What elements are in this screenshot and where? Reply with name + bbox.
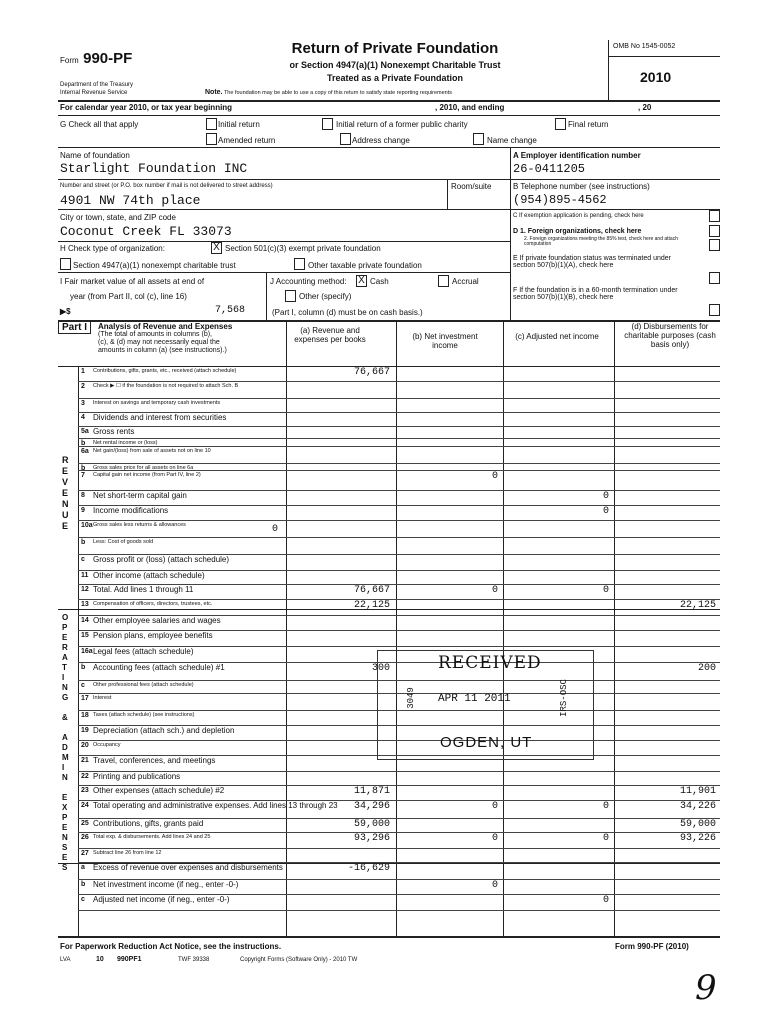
address-change-label: Address change bbox=[352, 136, 410, 145]
line-number: c bbox=[81, 682, 85, 689]
amended-return-label: Amended return bbox=[218, 136, 276, 145]
line-label: Total exp. & disbursements. Add lines 24 and 25 bbox=[93, 834, 211, 840]
col-d-header: (d) Disbursements for charitable purposes (cash basis only) bbox=[624, 322, 716, 349]
col-a-header: (a) Revenue and expenses per books bbox=[294, 326, 366, 344]
line-label: Total. Add lines 1 through 11 bbox=[93, 585, 194, 594]
line-number: b bbox=[81, 465, 86, 472]
item-f-checkbox[interactable] bbox=[709, 304, 720, 316]
line-number: b bbox=[81, 881, 86, 888]
line-value-col-c: 0 bbox=[602, 585, 609, 596]
line-number: 18 bbox=[81, 712, 89, 719]
line-label: Interest on savings and temporary cash investments bbox=[93, 400, 221, 406]
item-c-label: C If exemption application is pending, check here bbox=[513, 213, 644, 219]
line-number: 7 bbox=[81, 472, 85, 479]
line-label: Less: Cost of goods sold bbox=[93, 539, 154, 545]
line-number: 12 bbox=[81, 586, 89, 593]
line-number: 21 bbox=[81, 757, 89, 764]
line-number: 27 bbox=[81, 850, 89, 857]
line-label: Contributions, gifts, grants paid bbox=[93, 819, 204, 828]
note-line bbox=[205, 89, 452, 96]
h-opt3-checkbox[interactable] bbox=[294, 258, 305, 270]
line-label: Other expenses (attach schedule) #2 bbox=[93, 786, 225, 795]
item-f-label: F If the foundation is in a 60-month termination under section 507(b)(1)(B), check here bbox=[513, 287, 678, 301]
line-label: Occupancy bbox=[93, 742, 121, 748]
line-label: Income modifications bbox=[93, 506, 169, 515]
line-label: Net investment income (if neg., enter -0-) bbox=[93, 880, 239, 889]
j-cash-label: Cash bbox=[370, 277, 389, 286]
line-number: a bbox=[81, 864, 85, 871]
line-number: 17 bbox=[81, 695, 89, 702]
line-number: 1 bbox=[81, 368, 85, 375]
check-g-label: G Check all that apply bbox=[60, 120, 139, 129]
section-i-prefix: ▶$ bbox=[60, 307, 71, 316]
line-number: 19 bbox=[81, 727, 89, 734]
section-h-label: H Check type of organization: bbox=[60, 244, 165, 253]
line-inline-value: 0 bbox=[271, 524, 278, 535]
subtitle-1: or Section 4947(a)(1) Nonexempt Charitable Trust bbox=[289, 60, 501, 70]
line-value-col-c: 0 bbox=[602, 506, 609, 517]
line-value-col-a: 22,125 bbox=[353, 600, 390, 611]
amended-return-checkbox[interactable] bbox=[206, 133, 217, 145]
subtitle-2: Treated as a Private Foundation bbox=[326, 73, 464, 83]
line-label: Accounting fees (attach schedule) #1 bbox=[93, 663, 225, 672]
line-label: Capital gain net income (from Part IV, line 2) bbox=[93, 472, 201, 478]
section-i-value: 7,568 bbox=[215, 305, 246, 316]
line-value-col-a: 59,000 bbox=[353, 819, 390, 830]
h-opt2-label: Section 4947(a)(1) nonexempt charitable trust bbox=[73, 261, 236, 270]
line-number: b bbox=[81, 539, 86, 546]
h-opt3-label: Other taxable private foundation bbox=[308, 261, 422, 270]
page-title: Return of Private Foundation bbox=[291, 40, 499, 57]
line-number: c bbox=[81, 556, 85, 563]
line-number: 6a bbox=[81, 448, 89, 455]
line-label: Net gain/(loss) from sale of assets not on line 10 bbox=[93, 448, 211, 454]
ein-value: 26-0411205 bbox=[513, 162, 586, 176]
item-c-checkbox[interactable] bbox=[709, 210, 720, 222]
part-desc-1: (The total of amounts in columns (b), bbox=[98, 331, 212, 338]
irs-label: Internal Revenue Service bbox=[60, 90, 128, 96]
line-value-col-c: 0 bbox=[602, 801, 609, 812]
revenue-side-label: R E V E N U E bbox=[62, 455, 69, 531]
h-opt1-checkbox[interactable]: X bbox=[211, 242, 222, 254]
line-label: Adjusted net income (if neg., enter -0-) bbox=[93, 895, 230, 904]
line-value-col-b: 0 bbox=[491, 801, 498, 812]
city-state-zip: Coconut Creek FL 33073 bbox=[60, 224, 232, 239]
line-value-col-d: 22,125 bbox=[679, 600, 716, 611]
line-value-col-a: 11,871 bbox=[353, 786, 390, 797]
line-number: 2 bbox=[81, 383, 85, 390]
line-value-col-b: 0 bbox=[491, 471, 498, 482]
line-number: 10a bbox=[81, 522, 93, 529]
item-e-label: E If private foundation status was terminated under section 507(b)(1)(A), check here bbox=[513, 255, 671, 269]
j-other-label: Other (specify) bbox=[299, 292, 352, 301]
foundation-name: Starlight Foundation INC bbox=[60, 161, 248, 176]
line-label: Travel, conferences, and meetings bbox=[93, 756, 216, 765]
line-label: Dividends and interest from securities bbox=[93, 413, 227, 422]
page-number: 9 bbox=[695, 968, 717, 1008]
item-e-checkbox[interactable] bbox=[709, 272, 720, 284]
h-opt2-checkbox[interactable] bbox=[60, 258, 71, 270]
initial-former-checkbox[interactable] bbox=[322, 118, 333, 130]
footer-code-num: 10 bbox=[96, 956, 104, 963]
part-heading: Analysis of Revenue and Expenses bbox=[98, 322, 233, 331]
street-label: Number and street (or P.O. box number if mail is not delivered to street address) bbox=[60, 183, 273, 189]
line-label: Subtract line 26 from line 12 bbox=[93, 850, 162, 856]
line-number: 8 bbox=[81, 492, 85, 499]
line-number: 14 bbox=[81, 617, 89, 624]
line-label: Total operating and administrative expenses. Add lines 13 through 23 bbox=[93, 801, 338, 810]
line-value-col-d: 59,000 bbox=[679, 819, 716, 830]
line-value-col-c: 0 bbox=[602, 895, 609, 906]
line-value-col-a: 93,296 bbox=[353, 833, 390, 844]
line-value-col-d: 11,901 bbox=[679, 786, 716, 797]
col-c-header: (c) Adjusted net income bbox=[515, 332, 599, 341]
stamp-received: RECEIVED bbox=[438, 653, 542, 673]
j-accrual-checkbox[interactable] bbox=[438, 275, 449, 287]
line-number: 25 bbox=[81, 820, 89, 827]
form-label bbox=[60, 50, 132, 68]
line-label: Other employee salaries and wages bbox=[93, 616, 221, 625]
section-j-label: J Accounting method: bbox=[270, 277, 347, 286]
line-value-col-a: -16,629 bbox=[347, 863, 390, 874]
stamp-city: OGDEN, UT bbox=[440, 734, 533, 751]
name-change-checkbox[interactable] bbox=[473, 133, 484, 145]
line-number: 23 bbox=[81, 787, 89, 794]
line-value-col-b: 0 bbox=[491, 833, 498, 844]
line-value-col-a: 34,296 bbox=[353, 801, 390, 812]
calendar-year-label: For calendar year 2010, or tax year beginning bbox=[60, 103, 233, 112]
line-number: 20 bbox=[81, 742, 89, 749]
h-opt1-label: Section 501(c)(3) exempt private foundation bbox=[225, 244, 381, 253]
stamp-left-code: 3049 bbox=[405, 687, 416, 709]
line-label: Gross sales price for all assets on line 6a bbox=[93, 465, 194, 471]
line-label: Gross profit or (loss) (attach schedule) bbox=[93, 555, 230, 564]
paperwork-notice: For Paperwork Reduction Act Notice, see the instructions. bbox=[60, 942, 282, 951]
note-text: The foundation may be able to use a copy of this return to satisfy state reporting requirements bbox=[223, 90, 453, 96]
line-number: 3 bbox=[81, 400, 85, 407]
city-label: City or town, state, and ZIP code bbox=[60, 213, 176, 222]
line-label: Gross sales less returns & allowances bbox=[93, 522, 186, 528]
line-number: 15 bbox=[81, 632, 89, 639]
line-number: 4 bbox=[81, 414, 85, 421]
year-20-label: , 20 bbox=[638, 103, 652, 112]
ein-label: A Employer identification number bbox=[513, 151, 641, 160]
line-value-col-c: 0 bbox=[602, 833, 609, 844]
line-label: Printing and publications bbox=[93, 772, 181, 781]
omb-number: OMB No 1545-0052 bbox=[613, 43, 676, 50]
line-label: Compensation of officers, directors, trustees, etc. bbox=[93, 601, 213, 607]
foundation-name-label: Name of foundation bbox=[60, 151, 130, 160]
line-label: Excess of revenue over expenses and disbursements bbox=[93, 863, 283, 872]
part-desc-2: (c), & (d) may not necessarily equal the bbox=[98, 339, 220, 346]
j-cash-checkbox[interactable]: X bbox=[356, 275, 367, 287]
initial-former-label: Initial return of a former public charity bbox=[336, 120, 468, 129]
dept-label: Department of the Treasury bbox=[60, 82, 134, 88]
line-number: 16a bbox=[81, 648, 93, 655]
line-number: 9 bbox=[81, 507, 85, 514]
line-label: Interest bbox=[93, 695, 112, 701]
part-label: Part I bbox=[58, 321, 91, 334]
line-value-col-a: 76,667 bbox=[353, 367, 390, 378]
room-suite-label: Room/suite bbox=[451, 182, 492, 191]
line-label: Net short-term capital gain bbox=[93, 491, 187, 500]
line-number: 5a bbox=[81, 428, 89, 435]
line-label: Gross rents bbox=[93, 427, 135, 436]
initial-return-checkbox[interactable] bbox=[206, 118, 217, 130]
line-number: 24 bbox=[81, 802, 89, 809]
phone-label: B Telephone number (see instructions) bbox=[513, 182, 650, 191]
item-d1-label: D 1. Foreign organizations, check here bbox=[513, 228, 642, 235]
line-number: 13 bbox=[81, 601, 89, 608]
line-value-col-a: 76,667 bbox=[353, 585, 390, 596]
line-number: c bbox=[81, 896, 85, 903]
footer-twf: TWF 39338 bbox=[178, 957, 210, 963]
and-ending-label: , 2010, and ending bbox=[435, 103, 505, 112]
line-value-col-b: 0 bbox=[491, 880, 498, 891]
name-change-label: Name change bbox=[487, 136, 537, 145]
col-b-header: (b) Net investment income bbox=[412, 332, 478, 350]
line-number: b bbox=[81, 440, 86, 447]
address-change-checkbox[interactable] bbox=[340, 133, 351, 145]
line-label: Legal fees (attach schedule) bbox=[93, 647, 194, 656]
line-value-col-d: 34,226 bbox=[679, 801, 716, 812]
line-value-col-d: 200 bbox=[697, 663, 716, 674]
footer-code-left: LVA bbox=[60, 957, 71, 963]
line-label: Other income (attach schedule) bbox=[93, 571, 205, 580]
line-label: Other professional fees (attach schedule) bbox=[93, 682, 194, 688]
line-number: 26 bbox=[81, 834, 89, 841]
stamp-date: APR 11 2011 bbox=[438, 693, 511, 705]
form-number: 990-PF bbox=[83, 50, 133, 67]
final-return-label: Final return bbox=[568, 120, 609, 129]
section-i-label2: year (from Part II, col (c), line 16) bbox=[70, 292, 187, 301]
line-number: b bbox=[81, 664, 86, 671]
section-i-note: (Part I, column (d) must be on cash basis.) bbox=[272, 308, 423, 317]
line-label: Net rental income or (loss) bbox=[93, 440, 158, 446]
line-value-col-c: 0 bbox=[602, 491, 609, 502]
item-d1-checkbox[interactable] bbox=[709, 225, 720, 237]
line-label: Check ▶ ☐ if the foundation is not required to attach Sch. B bbox=[93, 383, 239, 389]
form-prefix: Form bbox=[60, 56, 79, 65]
stamp-right-code: IRS-OSC bbox=[558, 679, 569, 717]
received-stamp bbox=[377, 650, 594, 760]
phone-value: (954)895-4562 bbox=[513, 193, 607, 207]
line-label: Taxes (attach schedule) (see instructions) bbox=[93, 712, 195, 718]
line-number: 11 bbox=[81, 572, 89, 579]
line-label: Depreciation (attach sch.) and depletion bbox=[93, 726, 235, 735]
item-d2-label: 2. Foreign organizations meeting the 85% test, check here and attach computation bbox=[524, 236, 678, 247]
initial-return-label: Initial return bbox=[218, 120, 260, 129]
street-address: 4901 NW 74th place bbox=[60, 193, 201, 208]
line-label: Contributions, gifts, grants, etc., received (attach schedule) bbox=[93, 368, 237, 374]
footer-code-form: 990PF1 bbox=[117, 956, 142, 963]
part-desc-3: amounts in column (a) (see instructions).) bbox=[98, 347, 227, 354]
line-value-col-d: 93,226 bbox=[679, 833, 716, 844]
line-number: 22 bbox=[81, 773, 89, 780]
j-accrual-label: Accrual bbox=[452, 277, 479, 286]
j-other-checkbox[interactable] bbox=[285, 290, 296, 302]
footer-copyright: Copyright Forms (Software Only) - 2010 TW bbox=[240, 957, 358, 963]
final-return-checkbox[interactable] bbox=[555, 118, 566, 130]
tax-year: 2010 bbox=[640, 69, 672, 85]
item-d2-checkbox[interactable] bbox=[709, 239, 720, 251]
line-label: Pension plans, employee benefits bbox=[93, 631, 213, 640]
line-value-col-a: 300 bbox=[371, 663, 390, 674]
expenses-side-label: O P E R A T I N G & A D M I N E X P E N S E S bbox=[62, 613, 69, 872]
note-label: Note. bbox=[205, 89, 223, 96]
section-i-label1: I Fair market value of all assets at end of bbox=[60, 277, 205, 286]
footer-form: Form 990-PF (2010) bbox=[615, 942, 689, 951]
line-value-col-b: 0 bbox=[491, 585, 498, 596]
